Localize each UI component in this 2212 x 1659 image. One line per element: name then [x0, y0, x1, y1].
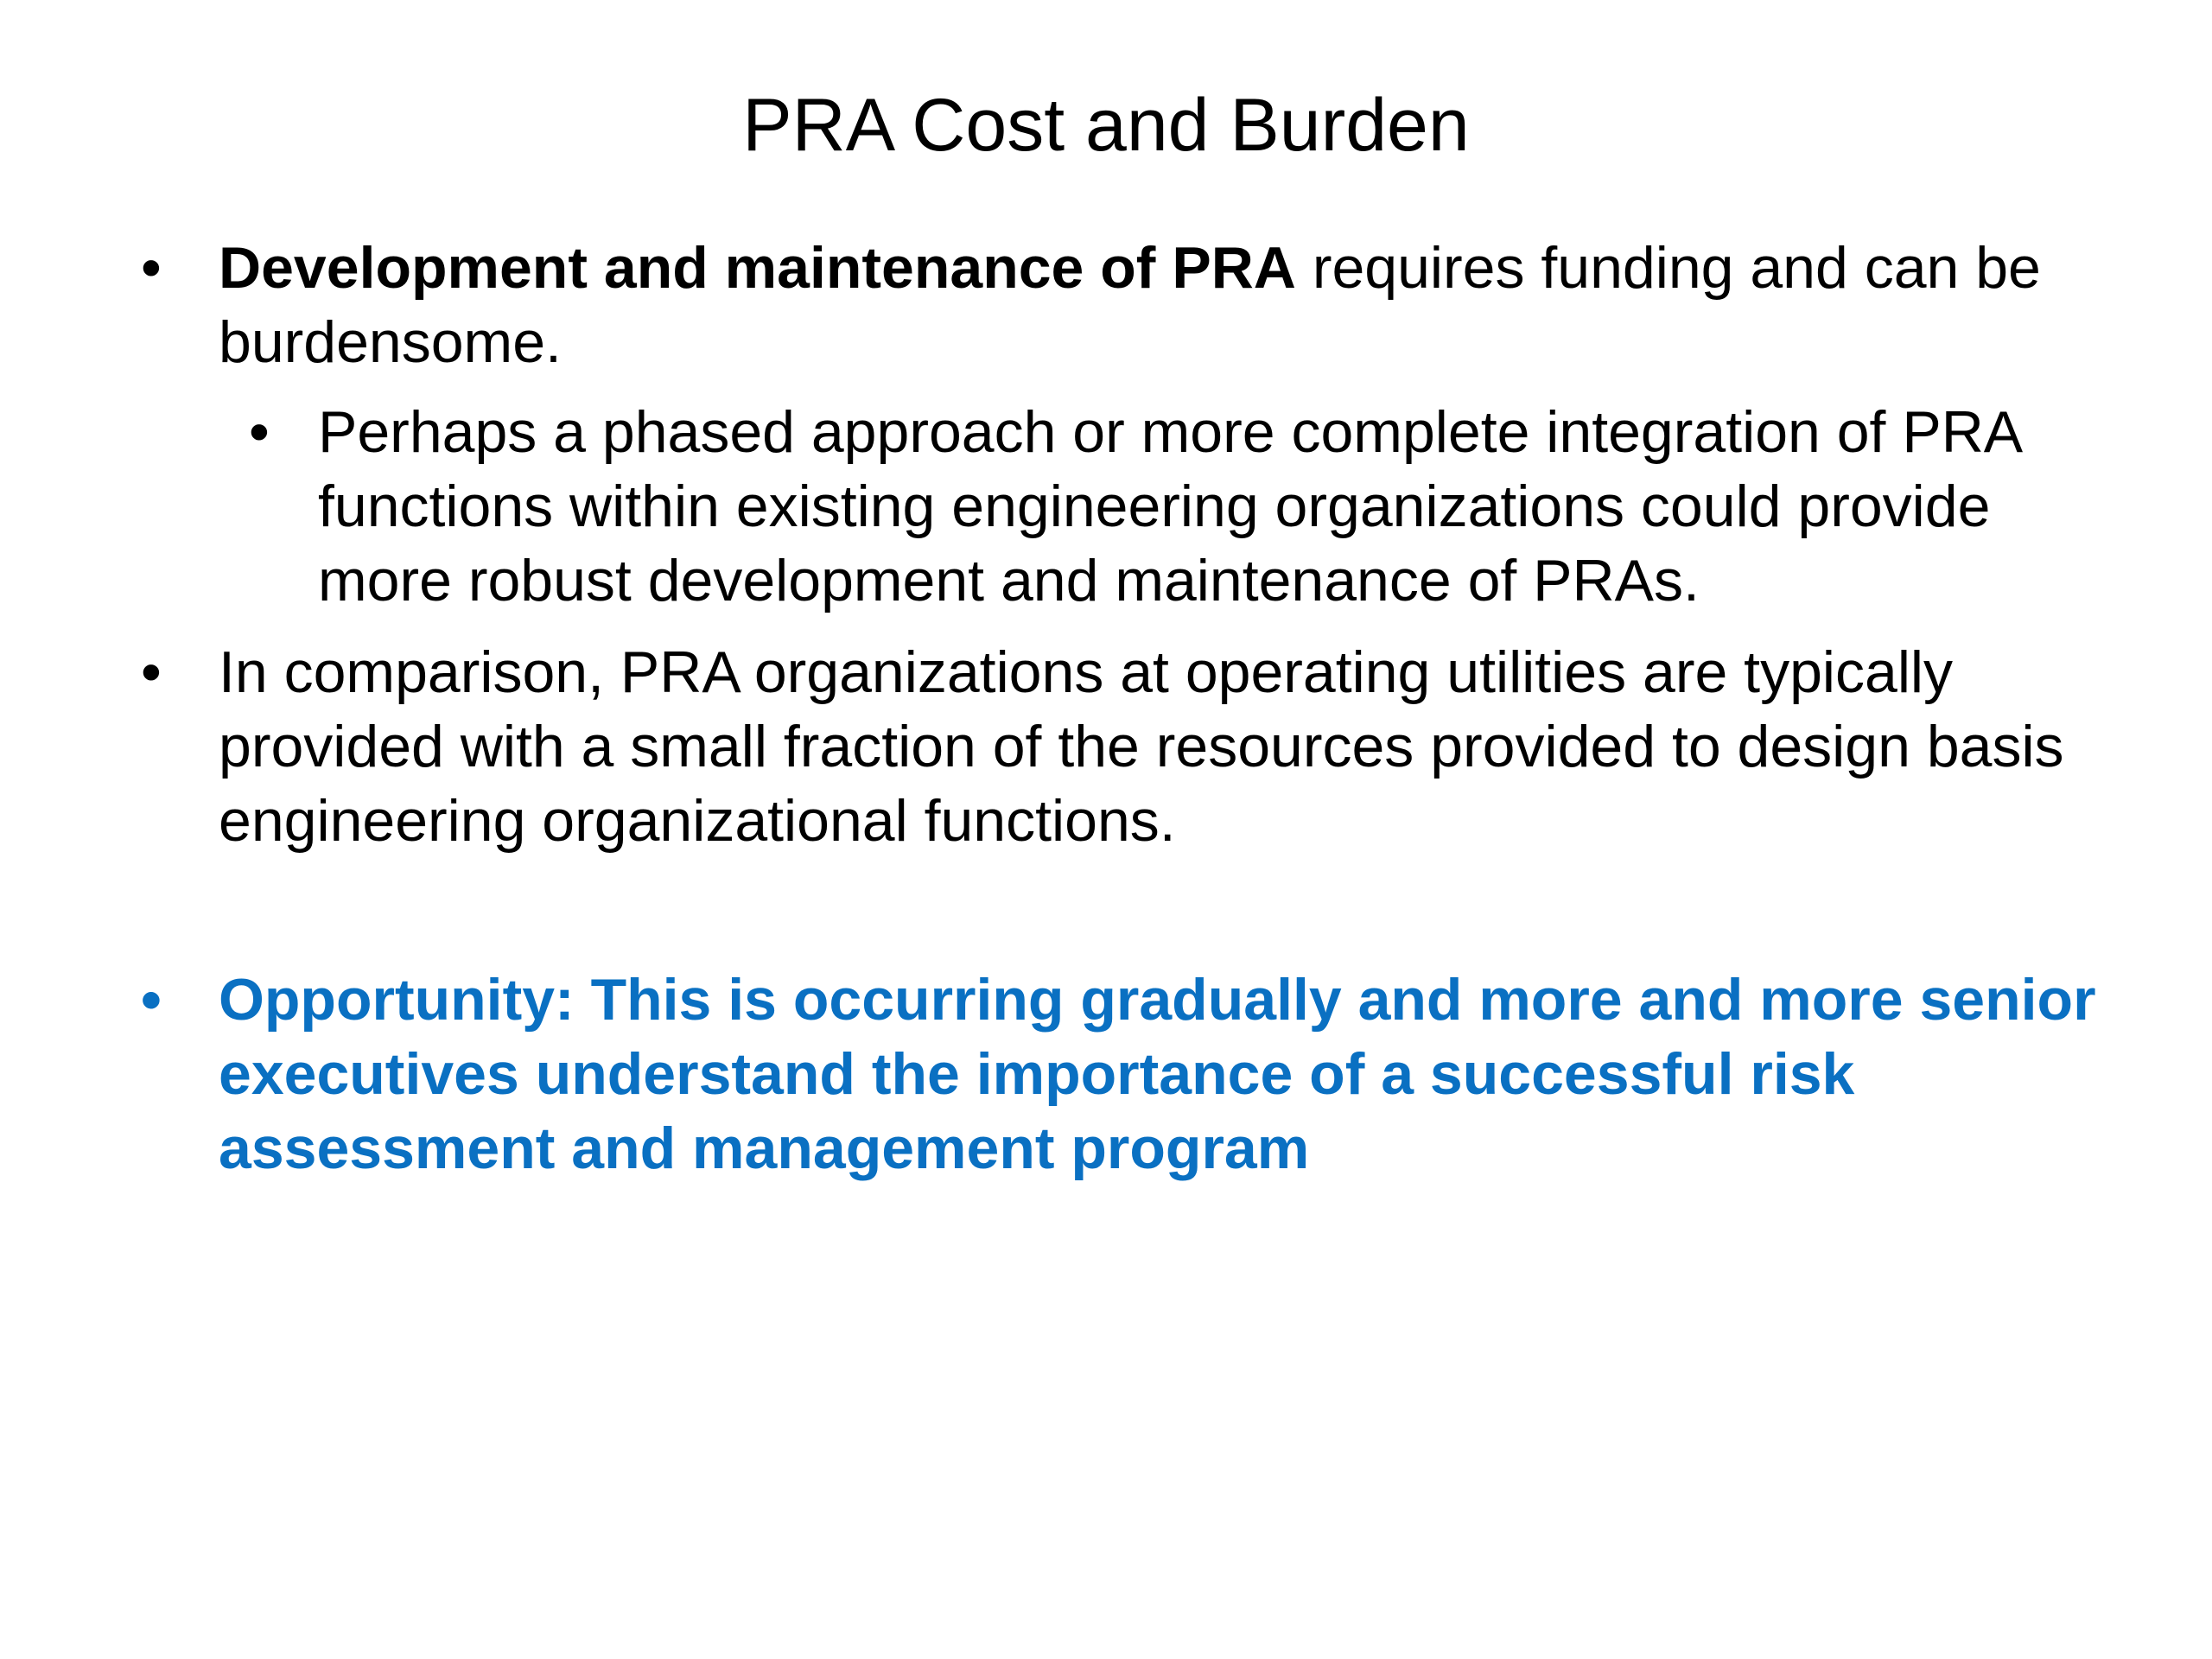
slide-title: PRA Cost and Burden — [742, 84, 1470, 167]
bullet-text: In comparison, PRA organizations at operating utilities are typically provided with a small fraction of the resources provided to design basis engineering organizational functions. — [219, 639, 2064, 854]
bullet-text: requires funding and can be burdensome. — [219, 235, 2041, 375]
bullet-marker: • — [141, 967, 162, 1033]
bullet-marker: • — [141, 235, 162, 301]
bullet-comparison — [141, 635, 2154, 858]
bullet-bold-lead: Development and maintenance of PRA — [219, 235, 1296, 301]
bullet-text: Perhaps a phased approach or more complete integration of PRA functions within existing engineering organizations could provide more robust development and maintenance of PRAs. — [318, 399, 2020, 613]
bullet-text: Opportunity: This is occurring gradually and more and more senior executives understand the importance of a successful risk assessment and management program — [219, 967, 2096, 1181]
bullet-marker: • — [249, 399, 270, 465]
bullet-opportunity — [141, 963, 2154, 1185]
bullet-development-maintenance — [141, 231, 2154, 379]
sub-bullet-phased-approach — [249, 395, 2063, 618]
bullet-marker: • — [141, 639, 162, 705]
